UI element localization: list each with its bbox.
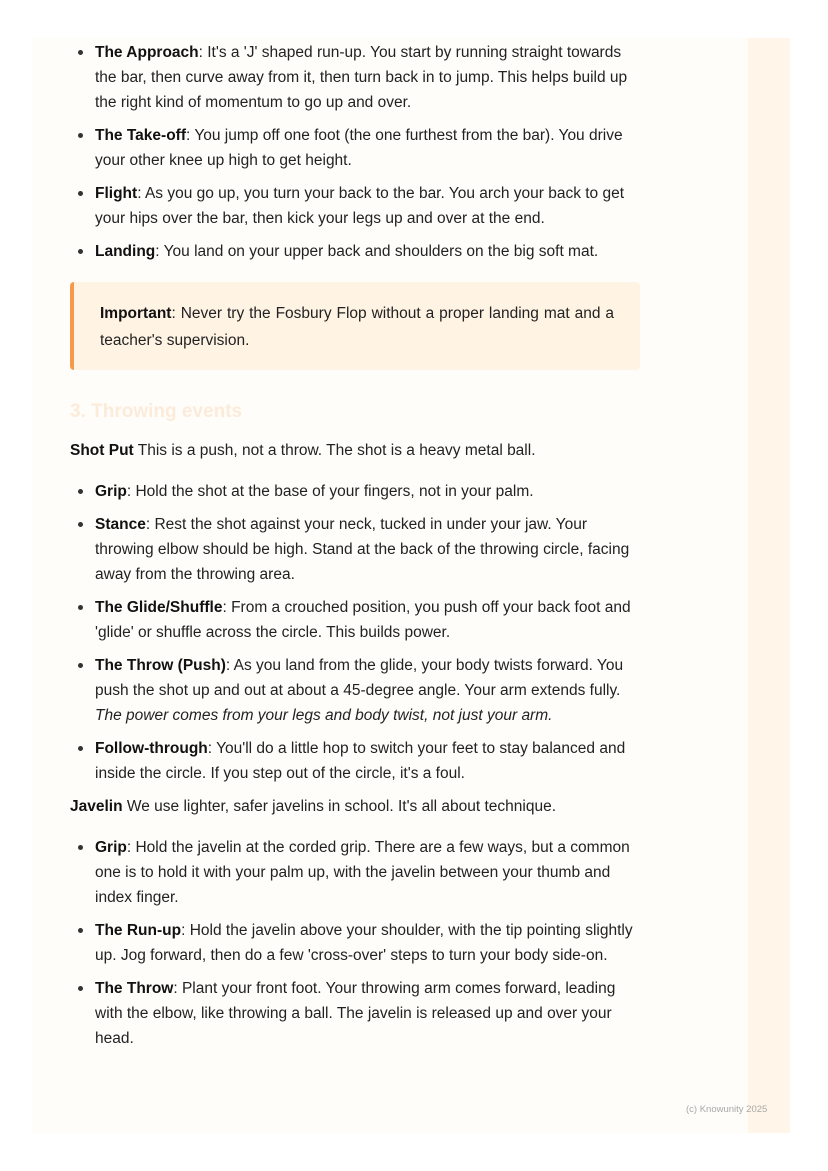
list-item: Landing: You land on your upper back and shoulders on the big soft mat. <box>70 239 640 264</box>
list-item: The Throw (Push): As you land from the glide, your body twists forward. You push the shot up and out at about a 45-degree angle. Your arm extends fully. The power comes from your legs and body twist, not just your arm. <box>70 653 640 728</box>
list-item: The Glide/Shuffle: From a crouched position, you push off your back foot and 'glide' or shuffle across the circle. This builds power. <box>70 595 640 645</box>
page-side-strip <box>748 38 790 1133</box>
section-heading: 3. Throwing events <box>70 401 243 422</box>
javelin-steps-list <box>70 835 640 1051</box>
list-item: Grip: Hold the shot at the base of your fingers, not in your palm. <box>70 479 640 504</box>
callout-term: Important <box>100 305 172 322</box>
list-item: The Run-up: Hold the javelin above your shoulder, with the tip pointing slightly up. Jog forward, then do a few 'cross-over' steps to turn your body side-on. <box>70 918 640 968</box>
list-item: The Approach: It's a 'J' shaped run-up. You start by running straight towards the bar, then curve away from it, then turn back in to jump. This helps build up the right kind of momentum to go up and over. <box>70 40 640 115</box>
copyright-footer: (c) Knowunity 2025 <box>686 1104 768 1115</box>
javelin-intro: Javelin We use lighter, safer javelins in school. It's all about technique. <box>70 798 557 815</box>
fosbury-steps-list <box>70 40 640 264</box>
list-item: Stance: Rest the shot against your neck, tucked in under your jaw. Your throwing elbow should be high. Stand at the back of the throwing circle, facing away from the throwing area. <box>70 512 640 587</box>
document-content <box>70 40 640 1059</box>
list-item: Follow-through: You'll do a little hop to switch your feet to stay balanced and inside the circle. If you step out of the circle, it's a foul. <box>70 736 640 786</box>
list-item: The Take-off: You jump off one foot (the one furthest from the bar). You drive your other knee up high to get height. <box>70 123 640 173</box>
callout-text: : Never try the Fosbury Flop without a proper landing mat and a teacher's supervision. <box>100 305 614 349</box>
list-item: Flight: As you go up, you turn your back to the bar. You arch your back to get your hips over the bar, then kick your legs up and over at the end. <box>70 181 640 231</box>
list-item: The Throw: Plant your front foot. Your throwing arm comes forward, leading with the elbow, like throwing a ball. The javelin is released up and over your head. <box>70 976 640 1051</box>
important-callout <box>70 282 640 370</box>
shot-put-steps-list <box>70 479 640 786</box>
shot-put-intro: Shot Put This is a push, not a throw. The shot is a heavy metal ball. <box>70 442 536 459</box>
list-item: Grip: Hold the javelin at the corded grip. There are a few ways, but a common one is to hold it with your palm up, with the javelin between your thumb and index finger. <box>70 835 640 910</box>
